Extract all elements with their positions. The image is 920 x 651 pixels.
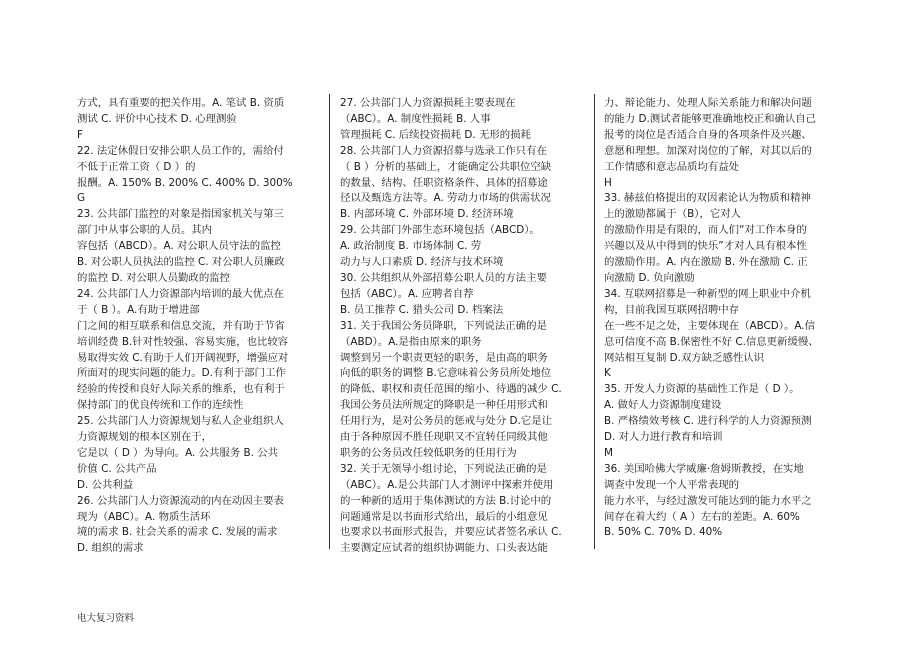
text-line: 工作情感和意志品质均有益处 <box>604 160 740 173</box>
text-line: 问题通常是以书面形式给出，最后的小组意见 <box>340 510 548 523</box>
text-line: 息可信度不高 B.保密性不好 C.信息更新缓慢、 <box>604 335 819 348</box>
text-line: 间存在着大约（ A ）左右的差距。A. 60% <box>604 510 800 523</box>
text-line: B. 员工推荐 C. 猎头公司 D. 档案法 <box>340 303 504 316</box>
text-line: K <box>604 367 611 380</box>
text-line: B. 严格绩效考核 C. 进行科学的人力资源预测 <box>604 415 812 428</box>
text-line: 由于各种原因不胜任现职又不宜转任同级其他 <box>340 431 548 444</box>
text-line: 25. 公共部门人力资源规划与私人企业组织人 <box>77 415 284 428</box>
text-line: 它是以（ D ）为导向。A. 公共服务 B. 公共 <box>77 446 279 459</box>
text-line: 径以及甄选方法等。A. 劳动力市场的供需状况 <box>340 192 551 205</box>
text-line: 的数量、结构、任职资格条件、具体的招募途 <box>340 176 548 189</box>
text-line: 网站相互复制 D.双方缺乏感性认识 <box>604 351 765 364</box>
text-line: 能力水平，与经过激发可能达到的能力水平之 <box>604 494 812 507</box>
text-line: 28. 公共部门人力资源招募与选录工作只有在 <box>340 144 547 157</box>
text-line: 向低的职务的调整 B.它意味着公务员所处地位 <box>340 367 552 380</box>
text-line: 的激励作用是有限的，而人们“对工作本身的 <box>604 224 807 237</box>
text-line: 力、辩论能力、处理人际关系能力和解决问题 <box>604 97 812 109</box>
column-divider-2 <box>594 94 595 549</box>
text-line: 在一些不足之处，主要体现在（ABCD）。A.信 <box>604 319 815 332</box>
text-line: 32. 关于无领导小组讨论，下列说法正确的是 <box>340 462 547 475</box>
text-line: 所面对的现实问题的能力。D.有利于部门工作 <box>77 367 286 380</box>
text-line: 35. 开发人力资源的基础性工作是（ D ）。 <box>604 383 800 396</box>
text-line: 方式，具有重要的把关作用。A. 笔试 B. 资质 <box>77 97 285 109</box>
text-line: 报考的岗位是否适合自身的各项条件及兴趣、 <box>604 128 812 141</box>
text-line: 向激励 D. 负向激励 <box>604 271 695 284</box>
text-line: B. 内部环境 C. 外部环境 D. 经济环境 <box>340 208 514 221</box>
text-line: G <box>77 192 86 205</box>
text-line: 构，目前我国互联网招聘中存 <box>604 303 740 316</box>
text-line: 33. 赫兹伯格提出的双因素论认为物质和精神 <box>604 192 811 205</box>
text-line: 易取得实效 C.有助于人们开阔视野，增强应对 <box>77 351 289 364</box>
text-line: 职务的公务员改任较低职务的任用行为 <box>340 446 517 459</box>
column-divider-1 <box>329 94 330 549</box>
text-line: B. 对公职人员执法的监控 C. 对公职人员廉政 <box>77 256 285 269</box>
text-line: 的激励作用。A. 内在激励 B. 外在激励 C. 正 <box>604 256 808 269</box>
text-line: 34. 互联网招募是一种新型的网上职业中介机 <box>604 287 811 300</box>
text-line: 22. 法定休假日安排公职人员工作的，需给付 <box>77 144 284 157</box>
text-line: 30. 公共组织从外部招募公职人员的方法主要 <box>340 271 547 284</box>
text-line: A. 政治制度 B. 市场体制 C. 劳 <box>340 240 482 253</box>
text-line: 现为（ABC）。A. 物质生活环 <box>77 510 211 523</box>
text-line: 我国公务员法所规定的降职是一种任用形式和 <box>340 399 548 412</box>
text-line: 的一种新的适用于集体测试的方法 B.讨论中的 <box>340 494 552 507</box>
text-line: 经验的传授和良好人际关系的维系，也有利于 <box>77 383 285 396</box>
text-line: 不低于正常工资（ D ）的 <box>77 160 196 173</box>
text-line: 意愿和理想。加深对岗位的了解，对其以后的 <box>604 144 812 157</box>
page-footer: 电大复习资料 <box>77 613 135 624</box>
text-line: 23. 公共部门监控的对象是指国家机关与第三 <box>77 208 284 221</box>
text-column-1 <box>77 96 320 557</box>
text-line: 调查中发现一个人平常表现的 <box>604 478 740 491</box>
text-line: 的降低、职权和责任范围的缩小、待遇的减少 C. <box>340 383 562 396</box>
text-line: 保持部门的优良传统和工作的连续性 <box>77 399 244 412</box>
text-line: 24. 公共部门人力资源部内培训的最大优点在 <box>77 287 284 300</box>
text-line: 兴趣以及从中得到的快乐”才对人具有根本性 <box>604 240 807 253</box>
text-line: F <box>77 128 83 141</box>
text-line: 容包括（ABCD）。A. 对公职人员守法的监控 <box>77 240 281 253</box>
text-line: 测试 C. 评价中心技术 D. 心理测验 <box>77 112 237 125</box>
text-line: 也要求以书面形式报告，并要应试者签名承认 C. <box>340 526 562 539</box>
text-line: 的监控 D. 对公职人员勤政的监控 <box>77 271 230 284</box>
text-line: 26. 公共部门人力资源流动的内在动因主要表 <box>77 494 284 507</box>
text-column-3 <box>604 96 844 541</box>
text-line: （ABC）。A. 制度性损耗 B. 人事 <box>340 112 491 125</box>
text-line: 的能力 D.测试者能够更准确地校正和确认自己 <box>604 112 817 125</box>
text-line: （ABC）。A.是公共部门人才测评中探索并使用 <box>340 478 554 491</box>
text-line: 包括（ABC）。A. 应聘者自荐 <box>340 287 474 300</box>
text-column-2 <box>340 96 588 557</box>
text-line: D. 公共利益 <box>77 478 134 491</box>
text-line: （ B ）分析的基础上，才能确定公共职位空缺 <box>340 160 552 173</box>
text-line: 上的激励都属于（B），它对人 <box>604 208 742 221</box>
text-line: 部门中从事公职的人员。其内 <box>77 224 213 237</box>
text-line: D. 组织的需求 <box>77 542 144 555</box>
text-line: 培训经费 B.针对性较强、容易实施，也比较容 <box>77 335 289 348</box>
text-line: A. 做好人力资源制度建设 <box>604 399 722 412</box>
text-line: 门之间的相互联系和信息交流，并有助于节省 <box>77 319 285 332</box>
text-line: D. 对人力进行教育和培训 <box>604 431 723 444</box>
text-line: B. 50% C. 70% D. 40% <box>604 526 723 539</box>
text-line: 力资源规划的根本区别在于， <box>77 431 213 444</box>
text-line: 报酬。A. 150% B. 200% C. 400% D. 300% <box>77 176 293 189</box>
text-line: 动力与人口素质 D. 经济与技术环境 <box>340 256 504 269</box>
text-line: 管理损耗 C. 后续投资损耗 D. 无形的损耗 <box>340 128 531 141</box>
text-line: 31. 关于我国公务员降职，下列说法正确的是 <box>340 319 547 332</box>
text-line: 27. 公共部门人力资源损耗主要表现在 <box>340 97 516 109</box>
text-line: 29. 公共部门外部生态环境包括（ABCD）。 <box>340 224 540 237</box>
text-line: 主要测定应试者的组织协调能力、口头表达能 <box>340 542 548 555</box>
text-line: 36. 美国哈佛大学威廉·詹姆斯教授，在实地 <box>604 462 804 475</box>
text-line: H <box>604 176 612 189</box>
text-line: 境的需求 B. 社会关系的需求 C. 发展的需求 <box>77 526 278 539</box>
text-line: 调整到另一个职责更轻的职务，是由高的职务 <box>340 351 548 364</box>
text-line: 任用行为，是对公务员的惩戒与处分 D.它是让 <box>340 415 553 428</box>
text-line: 价值 C. 公共产品 <box>77 462 157 475</box>
text-line: 于（ B ）。A.有助于增进部 <box>77 303 200 316</box>
text-line: M <box>604 446 613 459</box>
text-line: （ABD）。A.是指由原来的职务 <box>340 335 482 348</box>
